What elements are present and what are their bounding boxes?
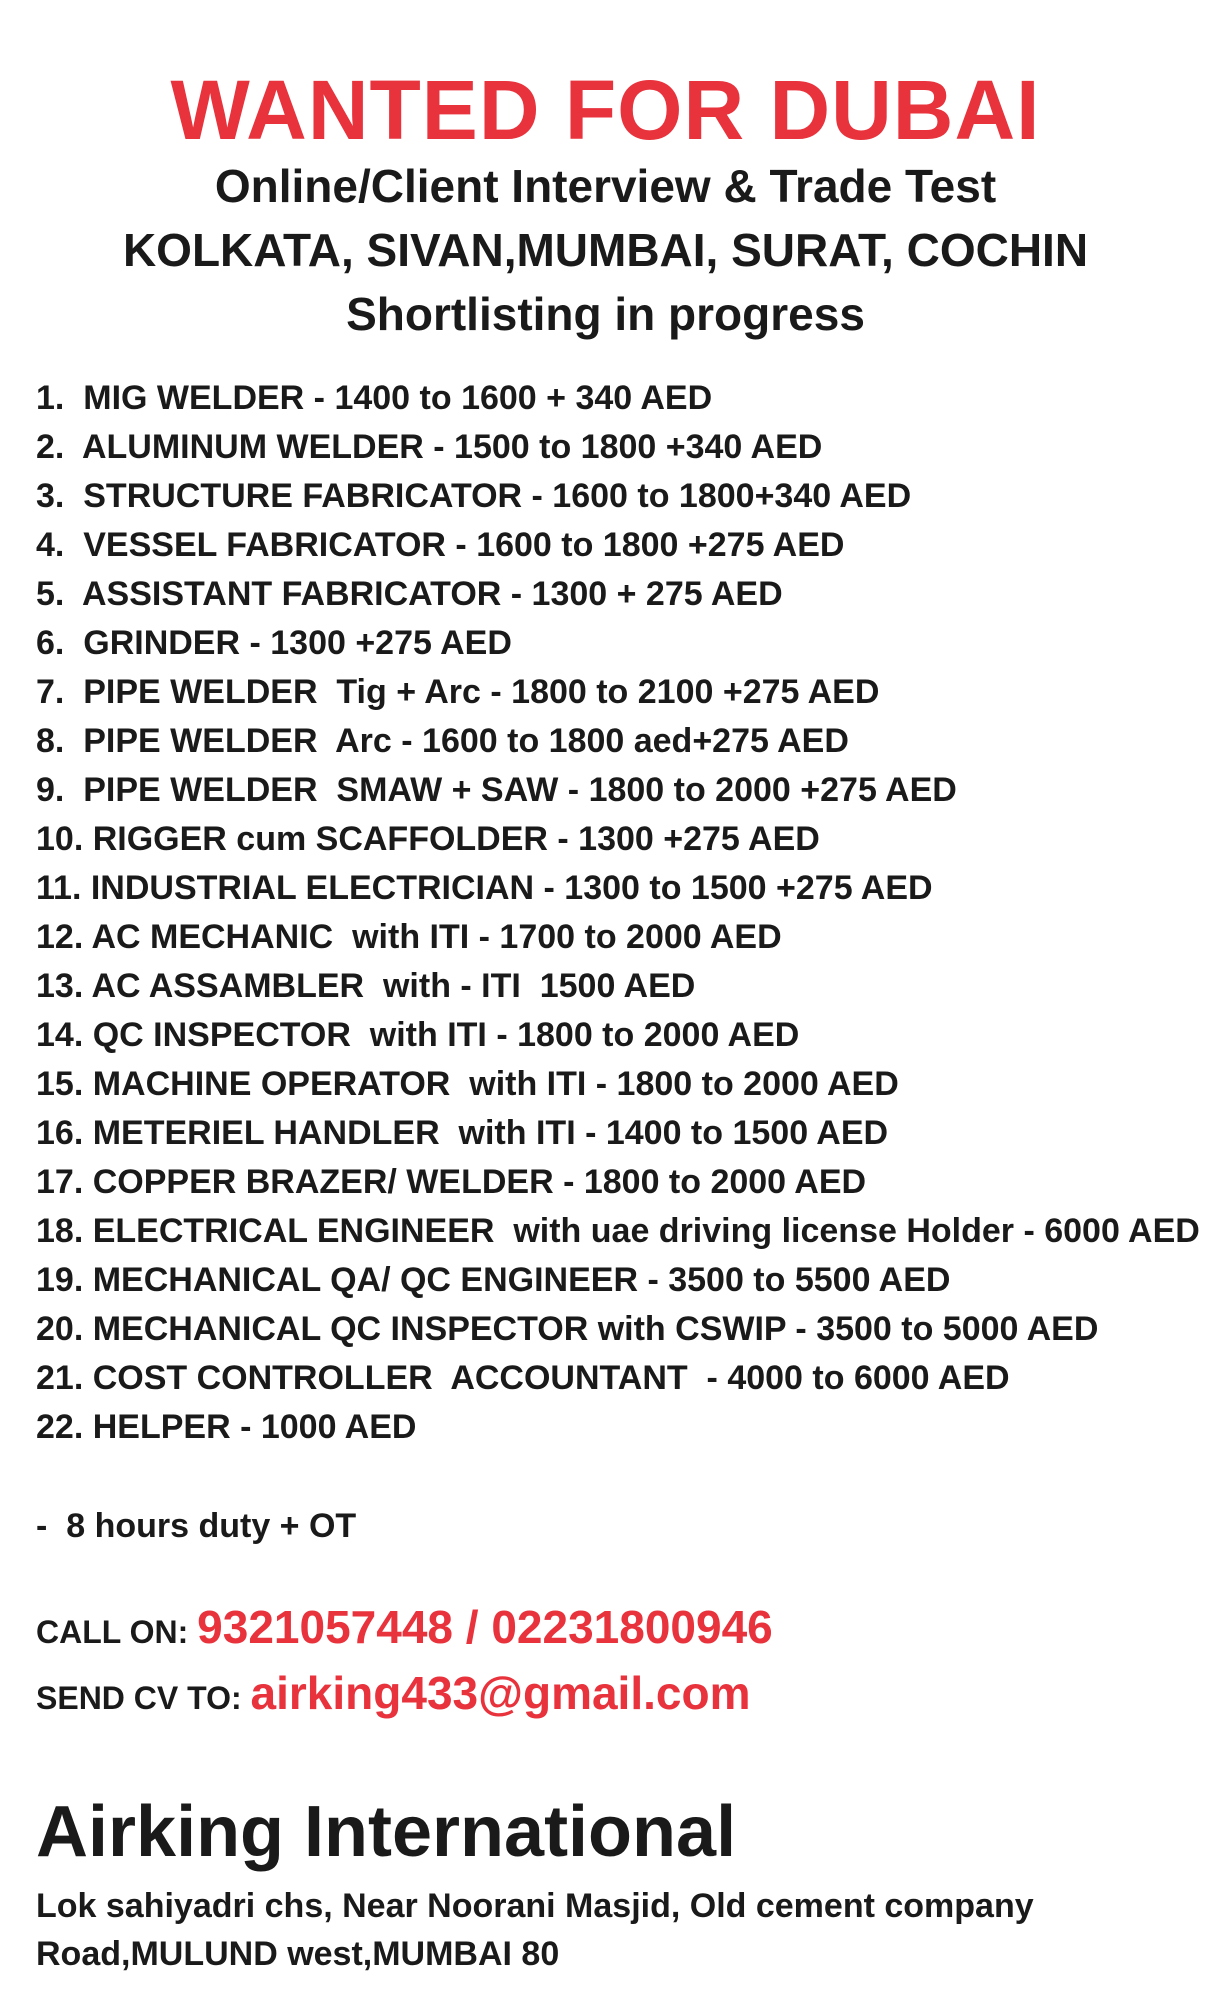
job-item: 20. MECHANICAL QC INSPECTOR with CSWIP - 3500 to 5000 AED bbox=[36, 1310, 1099, 1348]
phone-numbers[interactable]: 9321057448 / 02231800946 bbox=[197, 1601, 773, 1653]
address-line-2: Road,MULUND west,MUMBAI 80 bbox=[36, 1935, 560, 1973]
job-item: 6. GRINDER - 1300 +275 AED bbox=[36, 624, 512, 662]
job-item: 3. STRUCTURE FABRICATOR - 1600 to 1800+340 AED bbox=[36, 477, 912, 515]
cv-row bbox=[36, 1666, 750, 1720]
email-link[interactable]: airking433@gmail.com bbox=[250, 1667, 751, 1719]
job-item: 16. METERIEL HANDLER with ITI - 1400 to 1500 AED bbox=[36, 1114, 889, 1152]
job-item: 15. MACHINE OPERATOR with ITI - 1800 to 2000 AED bbox=[36, 1065, 899, 1103]
job-item: 18. ELECTRICAL ENGINEER with uae driving license Holder - 6000 AED bbox=[36, 1212, 1200, 1250]
job-item: 21. COST CONTROLLER ACCOUNTANT - 4000 to 6000 AED bbox=[36, 1359, 1010, 1397]
headline: WANTED FOR DUBAI bbox=[170, 63, 1041, 157]
job-item: 10. RIGGER cum SCAFFOLDER - 1300 +275 AED bbox=[36, 820, 820, 858]
interview-line: Online/Client Interview & Trade Test bbox=[214, 160, 997, 212]
job-item: 4. VESSEL FABRICATOR - 1600 to 1800 +275 AED bbox=[36, 526, 845, 564]
call-row bbox=[36, 1600, 773, 1654]
job-item: 22. HELPER - 1000 AED bbox=[36, 1408, 417, 1446]
job-item: 9. PIPE WELDER SMAW + SAW - 1800 to 2000 +275 AED bbox=[36, 771, 957, 809]
job-item: 5. ASSISTANT FABRICATOR - 1300 + 275 AED bbox=[36, 575, 783, 613]
job-item: 12. AC MECHANIC with ITI - 1700 to 2000 AED bbox=[36, 918, 782, 956]
job-item: 1. MIG WELDER - 1400 to 1600 + 340 AED bbox=[36, 379, 713, 417]
job-item: 11. INDUSTRIAL ELECTRICIAN - 1300 to 1500 +275 AED bbox=[36, 869, 933, 907]
job-item: 17. COPPER BRAZER/ WELDER - 1800 to 2000 AED bbox=[36, 1163, 867, 1201]
job-item: 19. MECHANICAL QA/ QC ENGINEER - 3500 to 5500 AED bbox=[36, 1261, 951, 1299]
status-line: Shortlisting in progress bbox=[346, 288, 865, 340]
cities-line: KOLKATA, SIVAN,MUMBAI, SURAT, COCHIN bbox=[122, 224, 1089, 276]
address-line-1: Lok sahiyadri chs, Near Noorani Masjid, Old cement company bbox=[36, 1887, 1034, 1925]
job-item: 7. PIPE WELDER Tig + Arc - 1800 to 2100 +275 AED bbox=[36, 673, 880, 711]
duty-note: - 8 hours duty + OT bbox=[36, 1507, 357, 1545]
call-label: CALL ON: bbox=[36, 1614, 189, 1650]
job-list bbox=[36, 374, 1200, 1452]
job-item: 13. AC ASSAMBLER with - ITI 1500 AED bbox=[36, 967, 696, 1005]
company-name: Airking International bbox=[36, 1792, 737, 1872]
job-item: 8. PIPE WELDER Arc - 1600 to 1800 aed+275 AED bbox=[36, 722, 849, 760]
job-item: 2. ALUMINUM WELDER - 1500 to 1800 +340 AED bbox=[36, 428, 823, 466]
job-item: 14. QC INSPECTOR with ITI - 1800 to 2000 AED bbox=[36, 1016, 800, 1054]
cv-label: SEND CV TO: bbox=[36, 1680, 242, 1716]
